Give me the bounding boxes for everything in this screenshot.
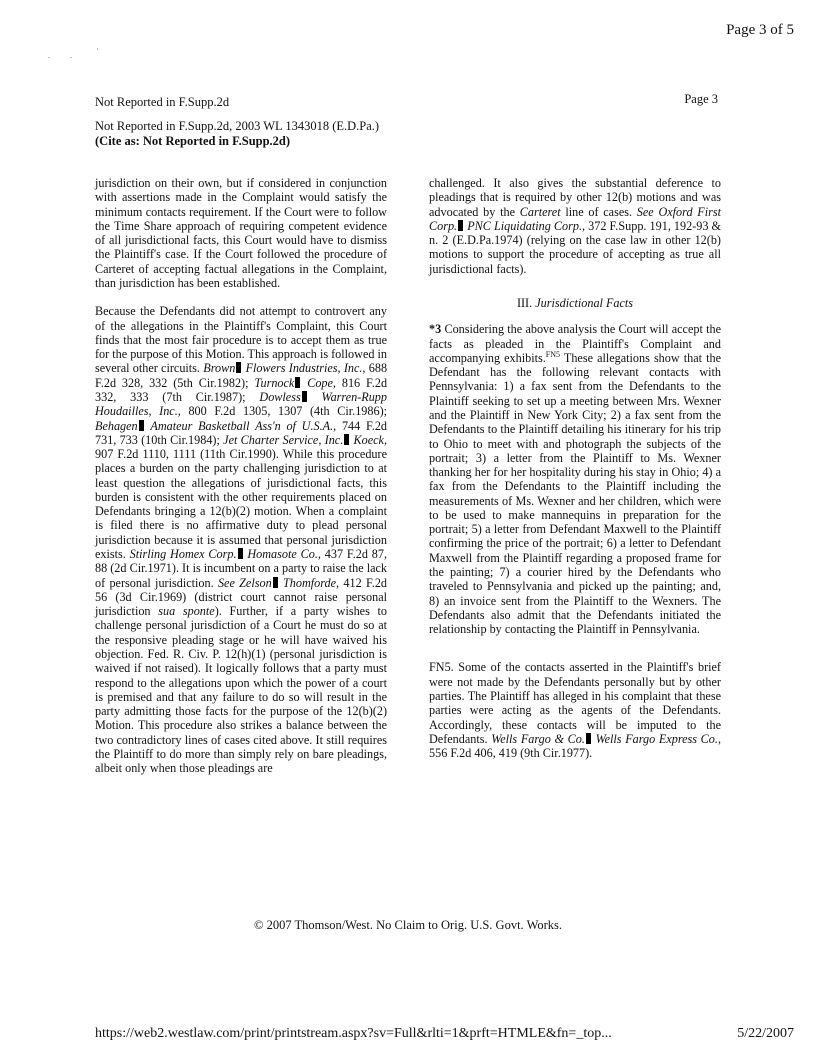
citator-flag-icon[interactable] xyxy=(458,220,463,231)
text-run: 744 F.2d 731, 733 (10th Cir.1984); xyxy=(95,418,388,447)
scan-mark xyxy=(48,57,50,58)
text-run: 437 F.2d 87, 88 (2d Cir.1971). It is incumbent on a party to raise the lack of personal jurisdiction. xyxy=(95,547,388,590)
latin-phrase: sua sponte xyxy=(158,604,215,619)
case-link[interactable]: Carteret xyxy=(519,204,561,219)
section-heading xyxy=(429,296,721,310)
case-link[interactable]: Dowless xyxy=(259,389,301,404)
case-link[interactable]: PNC Liquidating Corp., xyxy=(467,218,586,233)
citator-flag-icon[interactable] xyxy=(238,548,243,559)
case-link[interactable]: Thomforde, xyxy=(282,575,340,590)
case-link[interactable]: Cope, xyxy=(307,375,336,390)
case-link[interactable]: Warren-Rupp Houdailles, Inc., xyxy=(95,389,387,419)
text-run: Because the Defendants did not attempt to controvert any of the allegations in the Plaintiff's Complaint, this Court finds that the most fair procedure is to accept them as true for the purpose of this Motion. This approach is followed in several other circuits. xyxy=(95,304,387,376)
case-link[interactable]: Amateur Basketball Ass'n of U.S.A., xyxy=(150,418,337,433)
left-column xyxy=(95,176,387,790)
citator-flag-icon[interactable] xyxy=(302,391,307,402)
citator-flag-icon[interactable] xyxy=(586,733,591,744)
text-run: 412 F.2d 56 (3d Cir.1969) (district court cannot raise personal jurisdiction xyxy=(95,575,388,619)
right-column xyxy=(429,176,721,774)
copyright-notice: © 2007 Thomson/West. No Claim to Orig. U.S. Govt. Works. xyxy=(253,918,563,932)
page-counter: Page 3 of 5 xyxy=(726,22,794,38)
page-number: Page 3 xyxy=(684,92,718,106)
text-run: 556 F.2d 406, 419 (9th Cir.1977). xyxy=(429,746,593,761)
footnote xyxy=(429,660,721,760)
text-run: These allegations show that the Defendant has the following relevant contacts with Pennsylvania: 1) a fax sent from the Defendants to the Plaintiff seeking to set up a meeting between Mrs. Wexner and the Plaintiff in New York City; 2) a fax sent from the Defendants to the Plaintiff detailing his itinerary for his trip to Ohio to meet with and photograph the subjects of the portrait; 3) a letter from the Plaintiff to Ms. Wexner thanking her for her hospitality during his stay in Ohio; 4) a fax from the Defendants to the Plaintiff including the measurements of Ms. Wexner and her children, which were to be used to make mannequins in preparation for the portrait; 5) a letter from Defendant Maxwell to the Plaintiff confirming the price of the portrait; 6) a letter to Defendant Maxwell from the Plaintiff regarding a proposed frame for the painting; 7) a courier hired by the Defendants who traveled to Pennsylvania and picked up the painting; and, 8) an invoice sent from the Plaintiff to the Wexners. The Defendants also admit that the Defendants initiated the relationship by contacting the Plaintiff in Pennsylvania. xyxy=(429,350,721,637)
section-title: Jurisdictional Facts xyxy=(535,295,634,310)
paragraph xyxy=(429,176,721,276)
citator-flag-icon[interactable] xyxy=(344,434,349,445)
paragraph: jurisdiction on their own, but if considered in conjunction with assertions made in the Complaint would satisfy the minimum contacts requirement. If the Court were to follow the Time Share approach of requiring competent evidence of all jurisdictional facts, this Court would have to dismiss the Plaintiff's case. If the Court followed the procedure of Carteret of accepting factual allegations in the Complaint, than jurisdiction has been established. xyxy=(95,176,387,290)
footnote-ref[interactable]: FN5 xyxy=(545,349,561,359)
case-link[interactable]: Jet Charter Service, Inc. xyxy=(223,432,344,447)
citation-line: Not Reported in F.Supp.2d, 2003 WL 1343018 (E.D.Pa.) xyxy=(95,119,380,133)
cite-as-line: (Cite as: Not Reported in F.Supp.2d) xyxy=(95,133,291,148)
case-link[interactable]: Flowers Industries, Inc., xyxy=(245,361,366,376)
text-run: challenged. It also gives the substantial deference to pleadings that is required by other 12(b) motions and was advocated by the xyxy=(429,176,721,219)
case-link[interactable]: Behagen xyxy=(95,418,138,433)
source-url: https://web2.westlaw.com/print/printstream.aspx?sv=Full&rlti=1&prft=HTMLE&fn=_top... xyxy=(95,1026,612,1041)
star-page-marker: *3 xyxy=(429,322,442,337)
case-link[interactable]: Brown xyxy=(203,361,236,376)
case-link[interactable]: Homasote Co., xyxy=(247,547,321,562)
reporter-header: Not Reported in F.Supp.2d xyxy=(95,95,230,109)
text-run: FN5. Some of the contacts asserted in the Plaintiff's brief were not made by the Defendants personally but by other parties. The Plaintiff has alleged in his complaint that these parties were acting as the agents of the Defendants. Accordingly, these contacts will be imputed to the Defendants. xyxy=(429,660,721,746)
text-run: line of cases. xyxy=(565,204,633,219)
case-link[interactable]: Stirling Homex Corp. xyxy=(129,547,237,562)
case-link[interactable]: Turnock xyxy=(254,375,295,390)
citator-flag-icon[interactable] xyxy=(273,577,278,588)
citator-flag-icon[interactable] xyxy=(139,420,144,431)
text-run: 800 F.2d 1305, 1307 (4th Cir.1986); xyxy=(188,404,388,419)
text-run: 816 F.2d 332, 333 (7th Cir.1987); xyxy=(95,375,388,404)
citation-block xyxy=(95,119,379,148)
case-link[interactable]: See Oxford First Corp. xyxy=(429,204,721,233)
citator-flag-icon[interactable] xyxy=(236,362,241,373)
print-date: 5/22/2007 xyxy=(737,1026,794,1041)
case-link[interactable]: See Zelson xyxy=(217,575,272,590)
text-run: 907 F.2d 1110, 1111 (11th Cir.1990). While this procedure places a burden on the party challenging jurisdiction to at least question the allegations of jurisdictional facts, this burden is consistent with the other requirements placed on Defendants bringing a 12(b)(2) motion. When a complaint is filed there is no affirmative duty to plead personal jurisdiction because it is assumed that personal jurisdiction exists. xyxy=(95,447,387,562)
scan-mark xyxy=(70,57,72,58)
paragraph xyxy=(95,304,387,775)
paragraph xyxy=(429,322,721,636)
case-link[interactable]: Wells Fargo & Co. xyxy=(491,731,585,746)
text-run: ). Further, if a party wishes to challenge personal jurisdiction of a Court he must do so at the responsive pleading stage or he will have waived his objection. Fed. R. Civ. P. 12(h)(1) (personal jurisdiction is waived if not raised). It logically follows that a party must respond to the allegations upon which the power of a court is premised and that any failure to do so will result in the party admitting those facts for the purpose of the 12(b)(2) Motion. This procedure also strikes a balance between the two contradictory lines of cases cited above. It still requires the Plaintiff to do more than simply rely on bare pleadings, albeit only when those pleadings are xyxy=(95,604,387,776)
case-link[interactable]: Wells Fargo Express Co., xyxy=(595,731,721,746)
text-run: 372 F.Supp. 191, 192-93 & n. 2 (E.D.Pa.1974) (relying on the case law in other 12(b) motions to support the procedure of accepting as true all jurisdictional facts). xyxy=(429,218,722,276)
case-link[interactable]: Koeck, xyxy=(353,432,388,447)
citator-flag-icon[interactable] xyxy=(295,377,300,388)
text-run: Considering the above analysis the Court will accept the facts as pleaded in the Plaintiff's Complaint and accompanying exhibits. xyxy=(429,322,722,365)
scan-mark xyxy=(97,48,98,50)
text-run: 688 F.2d 328, 332 (5th Cir.1982); xyxy=(95,361,388,390)
section-number: III. xyxy=(516,295,533,310)
